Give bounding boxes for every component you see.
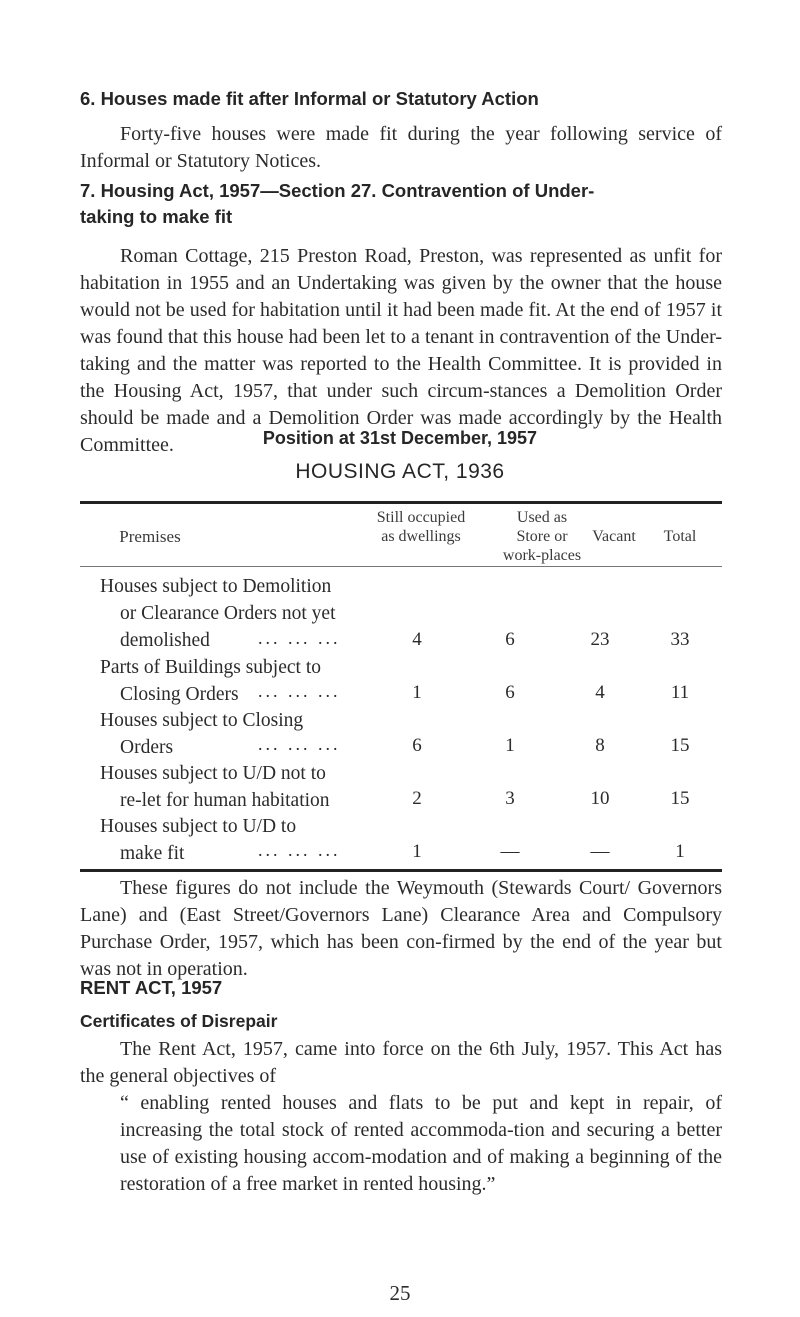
table-row-label [100, 813, 400, 867]
row2-vacant: 4 [595, 682, 605, 703]
header-still-line2: as dwellings [381, 528, 461, 545]
table-row-label [100, 573, 400, 654]
section-7-heading [80, 178, 740, 230]
row5-line2: make fit [120, 843, 185, 864]
row1-line3: demolished [120, 630, 210, 651]
header-used-line2: Store or [516, 528, 568, 545]
row5-total: 1 [675, 841, 685, 862]
table-header-rule [80, 566, 722, 567]
section-7-text: Roman Cottage, 215 Preston Road, Preston, was represented as unfit for habitation in 1955 and an Undertaking was given by the owner that the house would not be used for habitation until it had been made fit. At the end of 1957 it was found that this house had been let to a tenant in contravention of the Under-taking and the matter was reported to the Health Committee. It is provided in the Housing Act, 1957, that under such circum-stances a Demolition Order should be made and a Demolition Order was made accordingly by the Health Committee. [80, 245, 722, 456]
row1-vacant: 23 [590, 629, 610, 650]
table-row-label [100, 707, 400, 761]
leader-dots: ... ... ... [258, 681, 341, 701]
row4-vacant: 10 [590, 788, 610, 809]
row3-line1: Houses subject to Closing [100, 710, 304, 731]
row2-used: 6 [505, 682, 515, 703]
row4-still: 2 [412, 788, 422, 809]
row2-still: 1 [412, 682, 422, 703]
row4-used: 3 [505, 788, 515, 809]
section-7-heading-line2: taking to make fit [80, 206, 233, 227]
table-top-rule [80, 501, 722, 504]
position-heading: Position at 31st December, 1957 [262, 428, 538, 448]
row1-still: 4 [412, 629, 422, 650]
rent-act-quote [80, 1090, 722, 1198]
header-total: Total [663, 528, 697, 545]
row3-total: 15 [670, 735, 690, 756]
section-7-heading-line1: 7. Housing Act, 1957—Section 27. Contravention of Under- [80, 180, 595, 201]
rent-act-heading: RENT ACT, 1957 [80, 977, 223, 998]
certificates-heading: Certificates of Disrepair [80, 1011, 278, 1031]
header-still-line1: Still occupied [376, 509, 466, 526]
row1-total: 33 [670, 629, 690, 650]
leader-dots: ... ... ... [258, 628, 341, 648]
row3-line2: Orders [120, 737, 174, 758]
clearance-note: These figures do not include the Weymouth (Stewards Court/ Governors Lane) and (East Street/Governors Lane) Clearance Area and Compulsory Purchase Order, 1957, which has been con-firmed by the end of the year but was not in operation. [80, 877, 722, 980]
leader-dots: ... ... ... [258, 734, 341, 754]
section-6-heading: 6. Houses made fit after Informal or Statutory Action [80, 88, 539, 109]
row1-line1: Houses subject to Demolition [100, 576, 332, 597]
leader-dots: ... ... ... [258, 840, 341, 860]
table-row-label [100, 654, 400, 708]
row5-still: 1 [412, 841, 422, 862]
row4-line1: Houses subject to U/D not to [100, 763, 326, 784]
header-still-occupied [356, 508, 486, 546]
page-number: 25 [389, 1281, 411, 1305]
header-used-line3: work-places [502, 547, 582, 564]
table-row-label [100, 760, 400, 814]
section-6-text: Forty-five houses were made fit during the year following service of Informal or Statutory Notices. [80, 123, 722, 172]
header-premises: Premises [119, 527, 181, 546]
table-bottom-rule [80, 869, 722, 872]
row5-vacant: — [590, 841, 610, 862]
header-used-line1: Used as [516, 509, 568, 526]
row2-total: 11 [670, 682, 690, 703]
row4-total: 15 [670, 788, 690, 809]
row5-line1: Houses subject to U/D to [100, 816, 297, 837]
header-vacant: Vacant [592, 528, 636, 545]
row1-line2: or Clearance Orders not yet [120, 603, 336, 624]
quote-text: “ enabling rented houses and flats to be put and kept in repair, of increasing the total stock of rented accommoda-tion and securing a better use of existing housing accom-modation and of making a beginning of the restoration of a free market in rented housing.” [120, 1092, 722, 1195]
row3-still: 6 [412, 735, 422, 756]
row2-line2: Closing Orders [120, 684, 239, 705]
row5-used: — [500, 841, 520, 862]
row4-line2: re-let for human habitation [120, 790, 330, 811]
housing-act-heading: HOUSING ACT, 1936 [295, 460, 505, 483]
row3-used: 1 [505, 735, 515, 756]
rent-act-text: The Rent Act, 1957, came into force on the 6th July, 1957. This Act has the general objectives of [80, 1038, 722, 1087]
row3-vacant: 8 [595, 735, 605, 756]
row1-used: 6 [505, 629, 515, 650]
row2-line1: Parts of Buildings subject to [100, 657, 321, 678]
